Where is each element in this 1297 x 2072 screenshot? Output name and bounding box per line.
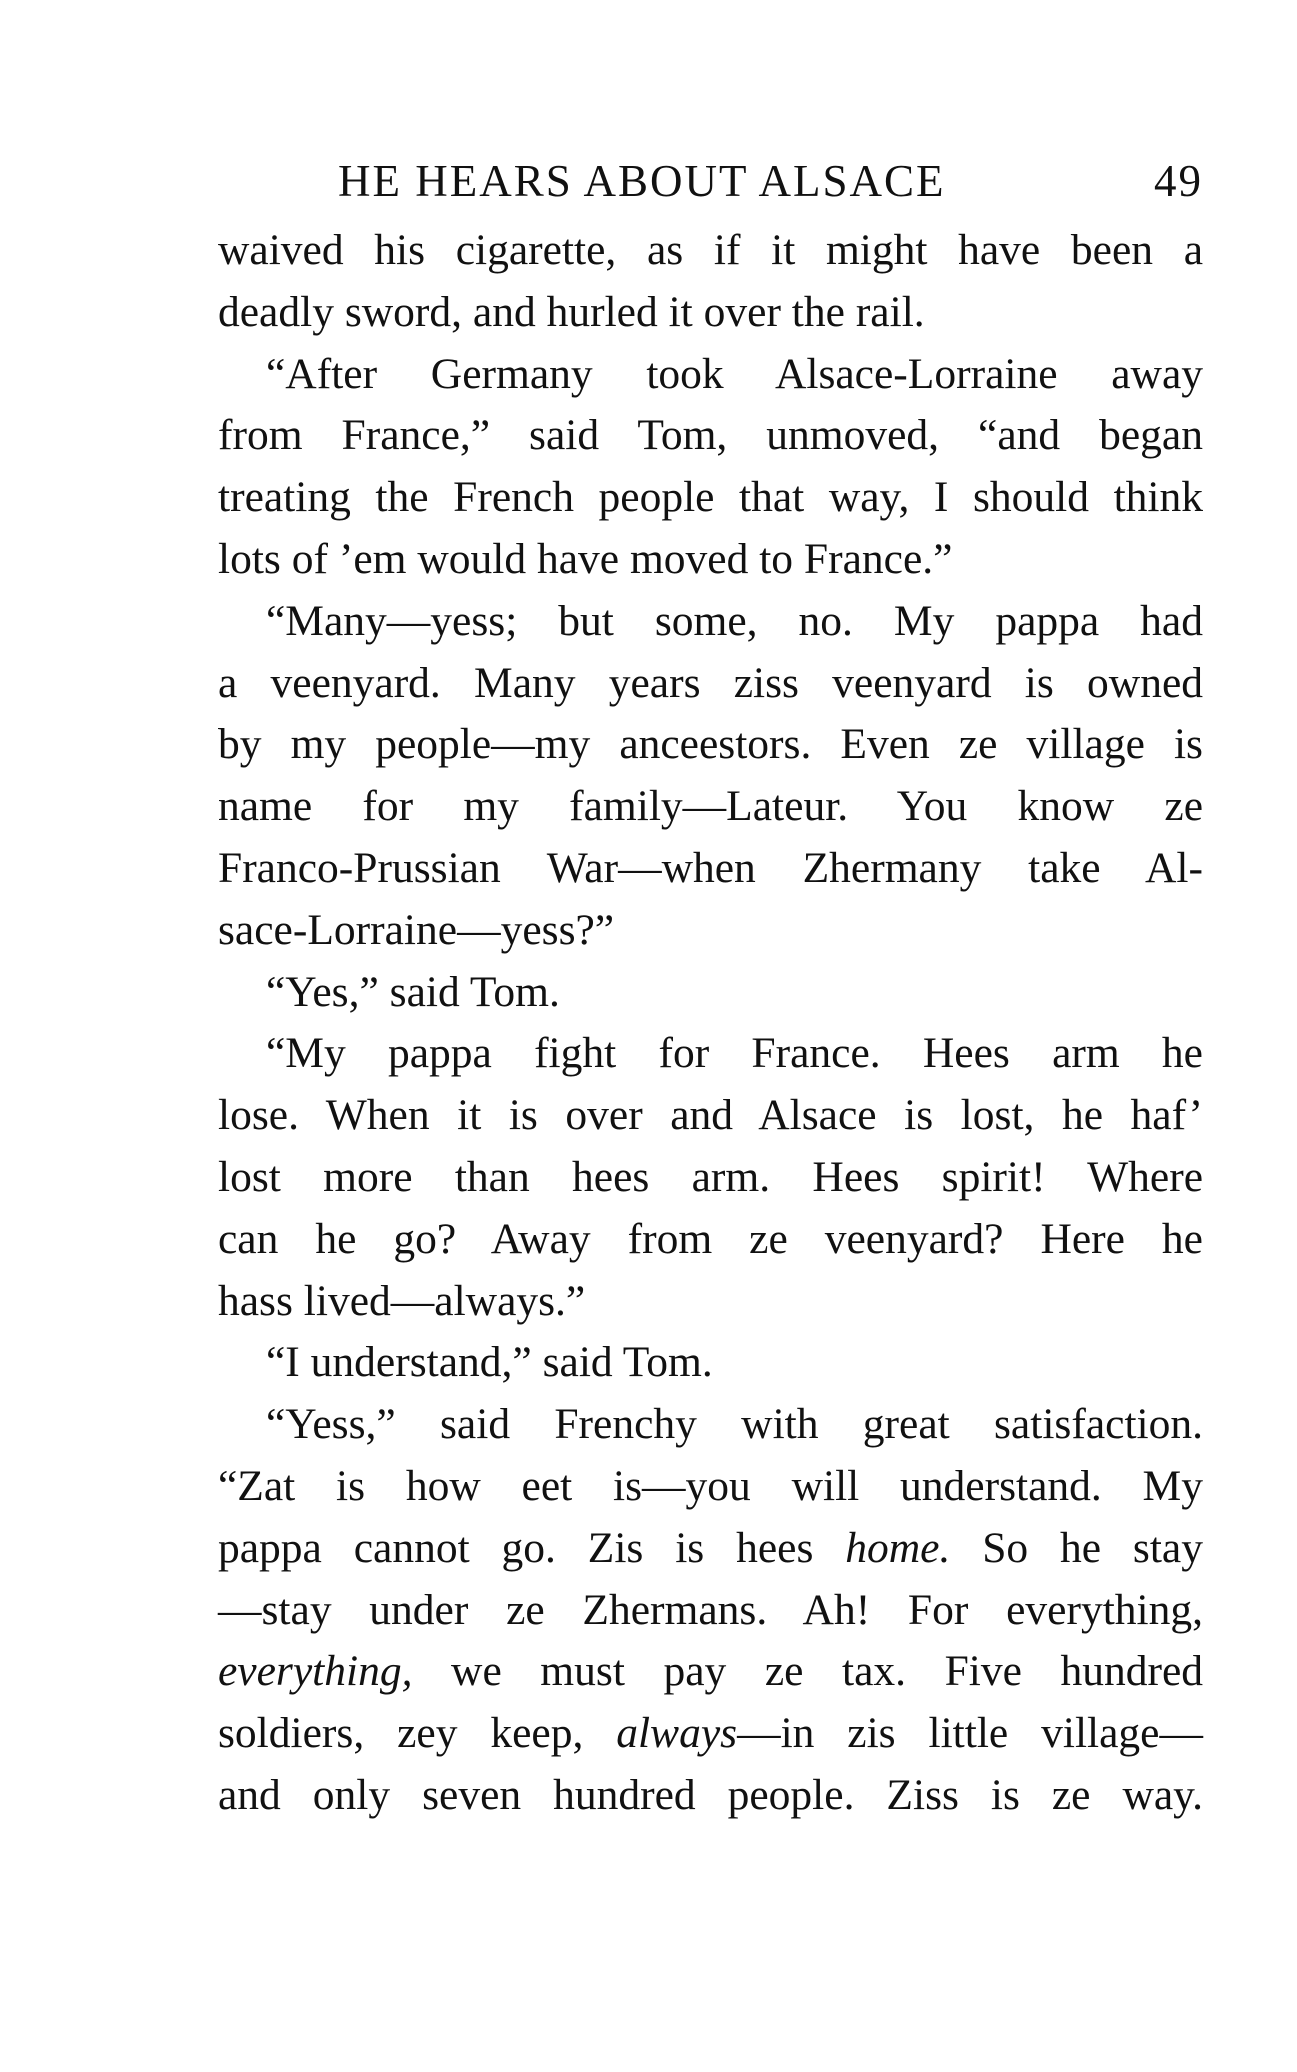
text-run: and only seven hundred people. Ziss is ze way. (218, 1770, 1203, 1819)
text-line (218, 1023, 1203, 1085)
text-run: “Zat is how eet is—you will understand. My (218, 1461, 1203, 1510)
text-run: Franco-Prussian War—when Zhermany take Al- (218, 843, 1203, 892)
running-header (218, 140, 1203, 220)
text-run: “I understand,” said Tom. (266, 1338, 713, 1387)
text-line (218, 962, 1203, 1024)
text-run: So he stay (950, 1523, 1203, 1572)
text-run: sace-Lorraine—yess?” (218, 905, 615, 954)
text-line (218, 776, 1203, 838)
text-run: a veenyard. Many years ziss veenyard is owned (218, 658, 1203, 707)
text-line (218, 282, 1203, 344)
book-page (218, 140, 1203, 1827)
text-run: “Yess,” said Frenchy with great satisfaction. (266, 1400, 1203, 1449)
text-run: deadly sword, and hurled it over the rail. (218, 287, 925, 336)
text-line (218, 1147, 1203, 1209)
page-number: 49 (1154, 156, 1203, 206)
text-line (218, 838, 1203, 900)
text-run: —in zis little village— (737, 1709, 1203, 1758)
italic-text: everything, (218, 1647, 413, 1696)
text-line (218, 405, 1203, 467)
text-line (218, 344, 1203, 406)
text-line (218, 1394, 1203, 1456)
italic-text: always (616, 1709, 738, 1758)
text-run: —stay under ze Zhermans. Ah! For everything, (218, 1585, 1203, 1634)
text-line (218, 467, 1203, 529)
text-run: from France,” said Tom, unmoved, “and began (218, 411, 1203, 460)
text-line (218, 529, 1203, 591)
text-run: “Many—yess; but some, no. My pappa had (266, 596, 1203, 645)
text-line (218, 591, 1203, 653)
text-run: name for my family—Lateur. You know ze (218, 782, 1203, 831)
text-run: “After Germany took Alsace-Lorraine away (266, 349, 1203, 398)
text-run: pappa cannot go. Zis is hees (218, 1523, 846, 1572)
text-line (218, 1271, 1203, 1333)
text-run: we must pay ze tax. Five hundred (412, 1647, 1203, 1696)
body-text (218, 220, 1203, 1827)
text-line (218, 1641, 1203, 1703)
text-line (218, 714, 1203, 776)
text-line (218, 900, 1203, 962)
text-line (218, 1703, 1203, 1765)
text-run: lost more than hees arm. Hees spirit! Where (218, 1152, 1203, 1201)
text-line (218, 1456, 1203, 1518)
text-line (218, 1332, 1203, 1394)
text-line (218, 1085, 1203, 1147)
text-run: waived his cigarette, as if it might have been a (218, 226, 1203, 274)
text-line (218, 653, 1203, 715)
text-run: hass lived—always.” (218, 1276, 586, 1325)
text-run: treating the French people that way, I should think (218, 473, 1203, 522)
text-run: lose. When it is over and Alsace is lost, he haf’ (218, 1091, 1203, 1140)
text-run: “My pappa fight for France. Hees arm he (266, 1029, 1203, 1078)
text-run: “Yes,” said Tom. (266, 967, 560, 1016)
running-title: HE HEARS ABOUT ALSACE (338, 156, 946, 206)
text-run: soldiers, zey keep, (218, 1709, 617, 1758)
text-line (218, 1209, 1203, 1271)
text-line (218, 220, 1203, 282)
text-line (218, 1765, 1203, 1827)
text-line (218, 1580, 1203, 1642)
text-run: lots of ’em would have moved to France.” (218, 534, 953, 583)
text-run: by my people—my anceestors. Even ze village is (218, 720, 1203, 769)
italic-text: home. (845, 1523, 951, 1572)
text-line (218, 1518, 1203, 1580)
text-run: can he go? Away from ze veenyard? Here he (218, 1214, 1203, 1263)
